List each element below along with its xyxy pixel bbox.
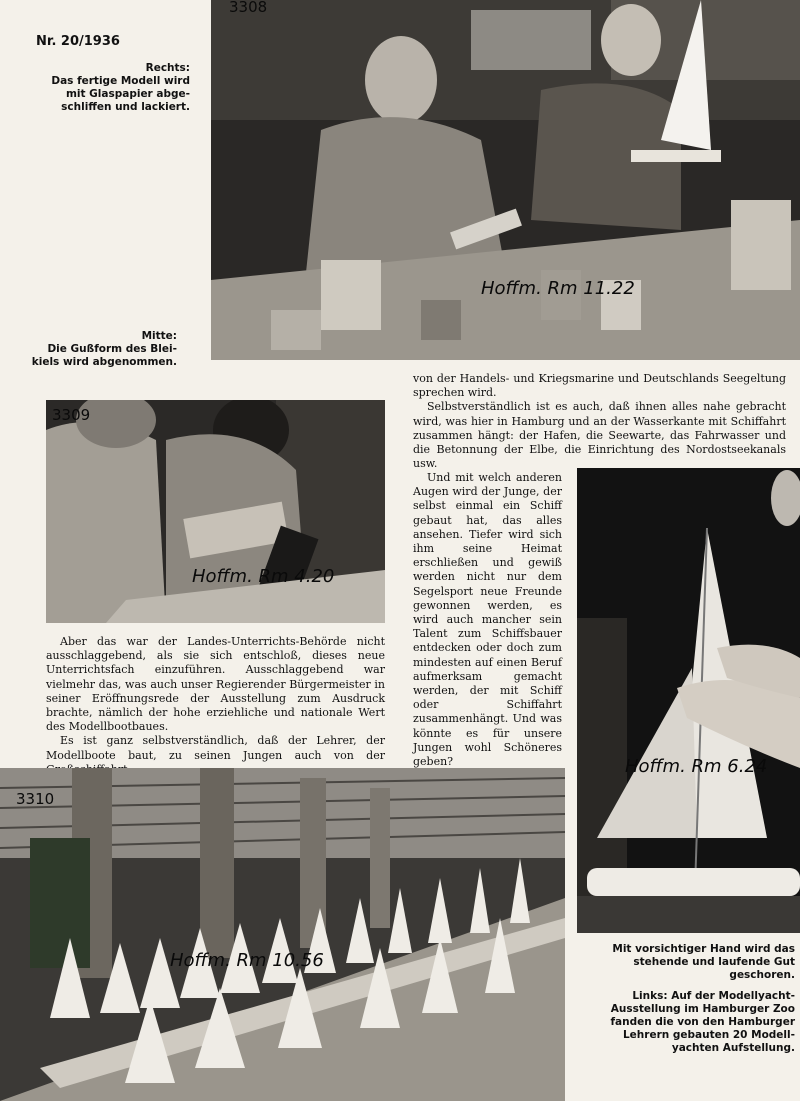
caption-line: Ausstellung im Hamburger Zoo bbox=[610, 1003, 795, 1015]
article-narrow-column bbox=[413, 471, 562, 769]
paragraph: Selbstverständlich ist es auch, daß ihnen alles nahe gebracht wird, was hier in Hamburg und an der Wasserkante mit Schiffahrt zusammen hängt: der Hafen, die Seewarte, das Fahrwasser und die Betonnung der Elbe, die Einrichtung des Nordostseekanals usw. bbox=[413, 400, 786, 471]
caption-line: stehende und laufende Gut bbox=[633, 956, 795, 968]
caption-rigging bbox=[585, 943, 795, 982]
article-right-top bbox=[413, 372, 786, 471]
caption-line: Das fertige Modell wird bbox=[51, 75, 190, 87]
photo-rigging-yacht bbox=[577, 468, 800, 933]
paragraph: von der Handels- und Kriegsmarine und Deutschlands Seegeltung sprechen wird. bbox=[413, 372, 786, 400]
caption-line: Rechts: bbox=[145, 62, 190, 74]
caption-mitte bbox=[30, 330, 177, 369]
caption-line: kiels wird abgenommen. bbox=[31, 356, 177, 368]
photo-lead-keel-mould bbox=[46, 400, 385, 623]
photo-signature: Hoffm. Rm 10.56 bbox=[170, 950, 324, 971]
caption-line: fanden die von den Hamburger bbox=[610, 1016, 795, 1028]
caption-line: Links: Auf der Modellyacht- bbox=[632, 990, 795, 1002]
photo-signature: Hoffm. Rm 4.20 bbox=[192, 566, 335, 587]
photo-number: 3308 bbox=[229, 0, 268, 16]
photo-number: 3310 bbox=[16, 790, 55, 808]
caption-rechts bbox=[40, 62, 190, 114]
paragraph: Und mit welch anderen Augen wird der Junge, der selbst einmal ein Schiff gebaut hat, das alles ansehen. Tiefer wird sich ihm seine Heimat erschließen und gewiß werden nicht nur dem Segelsport neue Freunde gewonnen werden, es wird auch mancher sein Talent zum Schiffsbauer entdecken oder doch zum mindesten auf einen Beruf aufmerksam gemacht werden, der mit Schiff oder Schiffahrt zusammenhängt. Und was könnte es für unsere Jungen wohl Schöneres geben? bbox=[413, 471, 562, 769]
photo-signature: Hoffm. Rm 11.22 bbox=[481, 278, 635, 299]
paragraph: Aber das war der Landes-Unterrichts-Behörde nicht ausschlaggebend, als sie sich entschloß, dieses neue Unterrichtsfach einzuführen. Ausschlaggebend war vielmehr das, was auch unser Regierender Bürgermeister in seiner Eröffnungsrede der Ausstellung zum Ausdruck brachte, nämlich der hohe erziehliche und nationale Wert des Modellbootbaues. bbox=[46, 635, 385, 734]
caption-line: schliffen und lackiert. bbox=[61, 101, 190, 113]
caption-line: Lehrern gebauten 20 Modell- bbox=[622, 1029, 795, 1041]
photo-workshop-varnishing bbox=[211, 0, 800, 360]
caption-line: Mitte: bbox=[141, 330, 177, 342]
caption-line: Mit vorsichtiger Hand wird das bbox=[612, 943, 795, 955]
caption-line: geschoren. bbox=[729, 969, 795, 981]
paragraph: Es ist ganz selbstverständlich, daß der Lehrer, der Modellboote baut, zu seinen Jungen auch von der bbox=[46, 734, 385, 762]
caption-line: Die Gußform des Blei- bbox=[47, 343, 177, 355]
caption-line: yachten Aufstellung. bbox=[671, 1042, 795, 1054]
photo-yacht-exhibition bbox=[0, 768, 565, 1101]
caption-line: mit Glaspapier abge- bbox=[65, 88, 190, 100]
photo-number: 3309 bbox=[52, 406, 91, 424]
caption-exhibition bbox=[585, 990, 795, 1055]
article-left-column bbox=[46, 635, 385, 777]
issue-number: Nr. 20/1936 bbox=[36, 34, 120, 49]
photo-signature: Hoffm. Rm 6.24 bbox=[625, 756, 768, 777]
